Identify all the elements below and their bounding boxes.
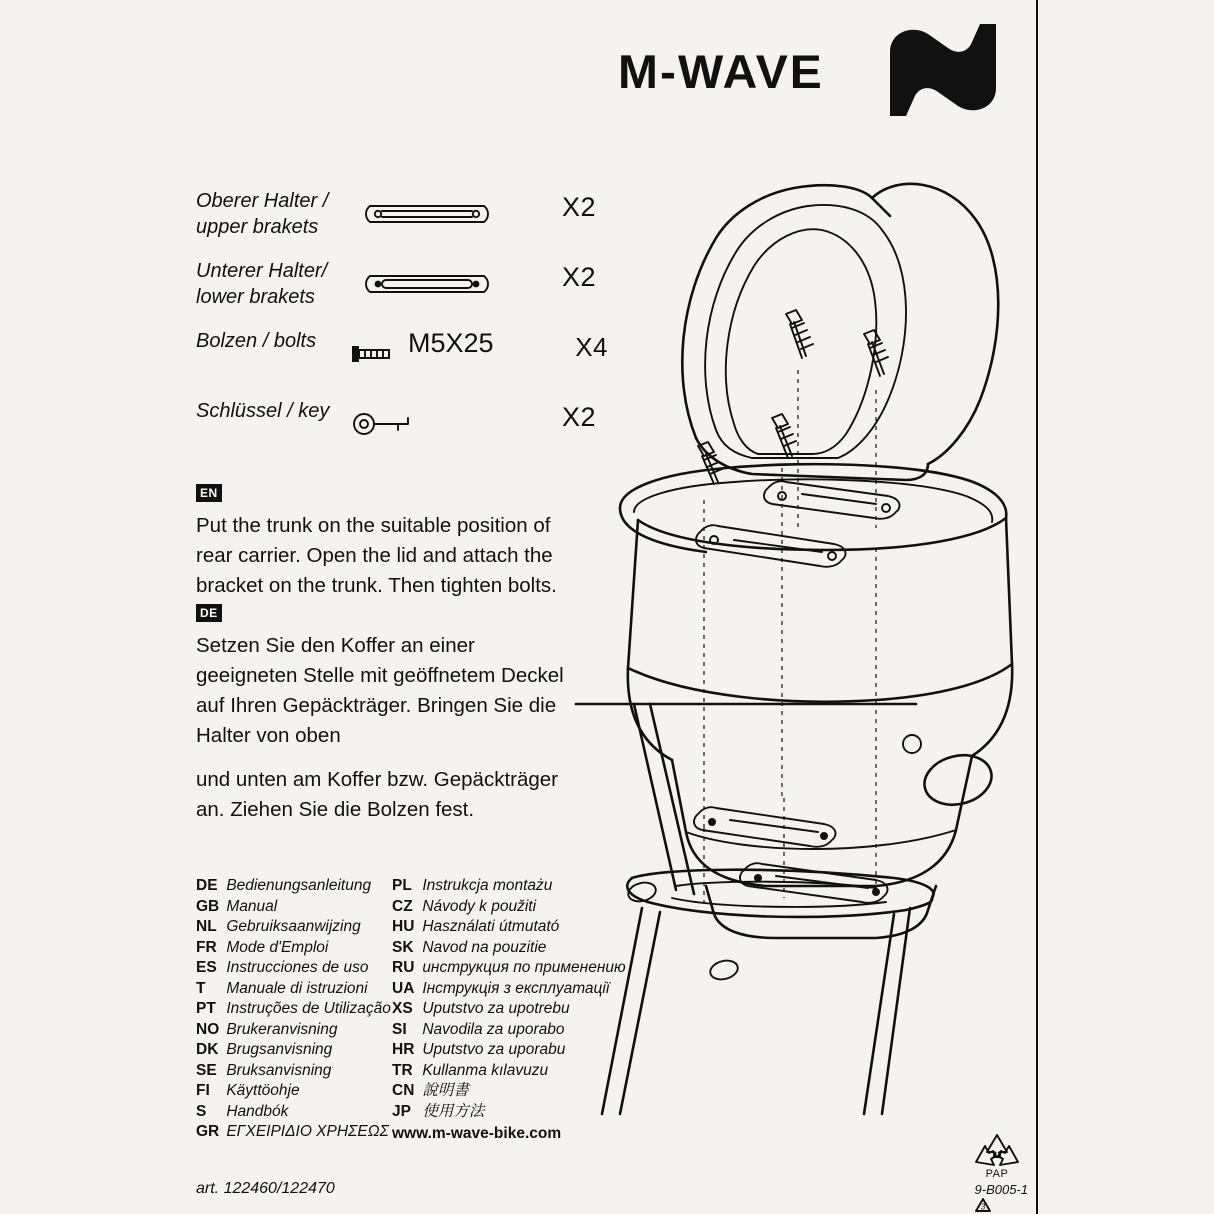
part-label: Schlüssel / key [196, 400, 330, 422]
language-item: HU Használati útmutató [392, 918, 560, 935]
instruction-text-de-2: und unten am Koffer bzw. Gepäckträger an. Ziehen Sie die Bolzen fest. [196, 768, 559, 821]
parts-list [196, 188, 608, 468]
part-row [196, 188, 596, 248]
language-item: GR ΕΓΧΕΙΡΙΔΙΟ ΧΡΗΣΕΩΣ [196, 1123, 389, 1140]
lower-bracket-icon [356, 264, 506, 304]
language-item: PT Instruções de Utilização [196, 1000, 391, 1017]
recycle-code: PAP [985, 1168, 1009, 1180]
language-item: UA Інструкція з експлуатації [392, 979, 610, 997]
language-item: TR Kullanma kılavuzu [392, 1061, 549, 1079]
language-item: SE Bruksanvisning [196, 1061, 332, 1079]
svg-text:3: 3 [980, 1202, 985, 1212]
instruction-text-en: Put the trunk on the suitable position of rear carrier. Open the lid and attach the bracket on the trunk. Then tighten bolts. [196, 514, 557, 597]
instruction-text-de: Setzen Sie den Koffer an einer geeigneten Stelle mit geöffnetem Deckel auf Ihren Gepäckträger. Bringen Sie die Halter von oben [196, 634, 564, 747]
part-quantity: X2 [561, 262, 596, 292]
key-icon [346, 404, 436, 444]
part-row [196, 258, 596, 318]
m-wave-logo-icon [888, 22, 998, 118]
language-item: FI Käyttöohje [196, 1082, 300, 1099]
website-url[interactable]: www.m-wave-bike.com [392, 1125, 562, 1142]
instruction-block-en [196, 484, 566, 601]
bolt-icon [346, 334, 406, 374]
language-item: DK Brugsanvisning [196, 1041, 333, 1058]
part-label: Unterer Halter/ lower brakets [196, 260, 328, 308]
language-item: T Manuale di istruzioni [196, 979, 368, 997]
language-item: JP 使用方法 [392, 1102, 485, 1120]
lang-tag-de: DE [196, 604, 222, 622]
part-row [196, 328, 608, 388]
part-label: Oberer Halter / upper brakets [196, 190, 329, 238]
language-item: SI Navodila za uporabo [392, 1020, 565, 1038]
language-item: RU инструкция по применению [392, 959, 626, 976]
language-column-left [196, 876, 396, 1143]
language-item: NL Gebruiksaanwijzing [196, 918, 361, 935]
part-row [196, 398, 596, 458]
lang-tag-en: EN [196, 484, 222, 502]
language-item: HR Uputstvo za uporabu [392, 1041, 566, 1058]
language-item: NO Brukeranvisning [196, 1020, 338, 1038]
language-item: ES Instrucciones de uso [196, 959, 369, 976]
brand-wordmark: M-WAVE [617, 45, 824, 98]
language-item: GB Manual [196, 897, 278, 915]
brand-logo [617, 22, 1050, 118]
recycling-symbol [966, 1132, 1028, 1182]
language-item: CZ Návody k použiti [392, 897, 537, 915]
instruction-block-de [196, 604, 566, 825]
language-item: PL Instrukcja montażu [392, 877, 553, 894]
article-number: art. 122460/122470 [196, 1180, 335, 1197]
language-item: SK Navod na pouzitie [392, 938, 547, 956]
language-item: XS Uputstvo za upotrebu [392, 1000, 570, 1017]
document-id: 9-B005-1 3 [974, 1182, 1028, 1212]
language-item: FR Mode d'Emploi [196, 938, 329, 956]
bicycle-trunk-bag-mounting-diagram [576, 108, 1046, 1118]
part-quantity: X2 [561, 192, 596, 222]
bolt-size: M5X25 [408, 328, 494, 358]
part-quantity: X2 [561, 402, 596, 432]
part-label: Bolzen / bolts [196, 330, 317, 352]
language-item: DE Bedienungsanleitung [196, 877, 372, 894]
part-quantity: X4 [575, 332, 608, 362]
svg-text:22: 22 [991, 1150, 1003, 1160]
upper-bracket-icon [356, 194, 506, 234]
language-item: S Handbók [196, 1102, 289, 1120]
language-item: CN 說明書 [392, 1082, 469, 1099]
